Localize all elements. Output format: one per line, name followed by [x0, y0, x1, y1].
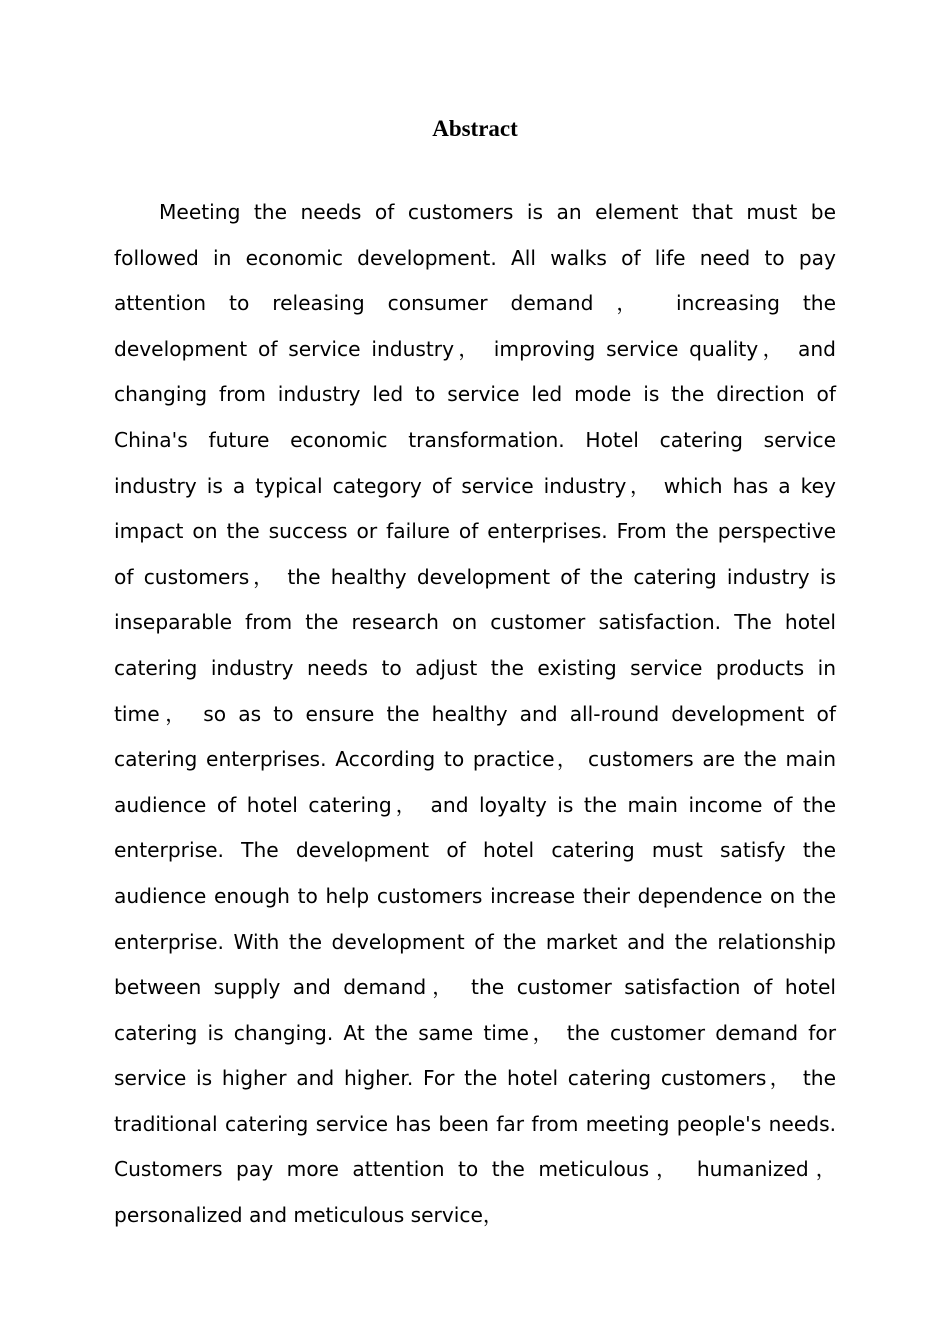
abstract-paragraph: Meeting the needs of customers is an element that must be followed in economic development. All walks of life need to pay attention to releasing consumer demand ， increasing the development of service industry， improving service quality， and changing from industry led to service led mode is the direction of China's future economic transformation. Hotel catering service industry is a typical category of service industry， which has a key impact on the success or failure of enterprises. From the perspective of customers， the healthy development of the catering industry is inseparable from the research on customer satisfaction. The hotel catering industry needs to adjust the existing service products in time， so as to ensure the healthy and all-round development of catering enterprises. According to practice， customers are the main audience of hotel catering， and loyalty is the main income of the enterprise. The development of hotel catering must satisfy the audience enough to help customers increase their dependence on the enterprise. With the development of the market and the relationship between supply and demand， the customer satisfaction of hotel catering is changing. At the same time， the customer demand for service is higher and higher. For the hotel catering customers， the traditional catering service has been far from meeting people's needs. Customers pay more attention to the meticulous， humanized， personalized and meticulous service，	[114, 200, 836, 1228]
abstract-heading: Abstract	[432, 116, 518, 141]
